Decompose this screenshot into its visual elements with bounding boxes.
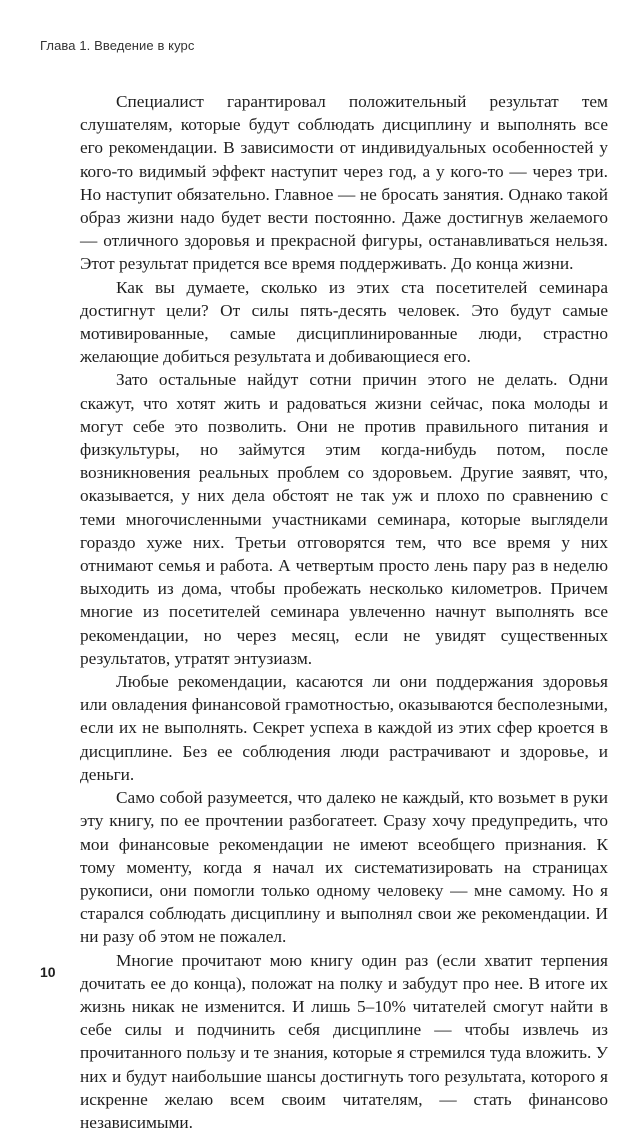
body-text	[80, 90, 608, 1134]
paragraph: Как вы думаете, сколько из этих ста посетителей семинара достигнут цели? От силы пять-десять человек. Это будут самые мотивированные, самые дисциплинированные люди, страстно желающие добиться результата и добивающиеся его.	[80, 277, 608, 367]
paragraph: Зато остальные найдут сотни причин этого не делать. Одни скажут, что хотят жить и радоваться жизни сейчас, пока молоды и могут себе это позволить. Они не против правильного питания и физкультуры, но займутся этим когда-нибудь потом, после возникновения реальных проблем со здоровьем. Другие заявят, что, оказывается, у них дела обстоят не так уж и плохо по сравнению с теми многочисленными участниками семинара, которые выглядели гораздо хуже них. Третьи отговорятся тем, что все время у них отнимают семья и работа. А четвертым просто лень пару раз в неделю выходить из дома, чтобы пробежать несколько километров. Причем многие из посетителей семинара увлеченно начнут выполнять все рекомендации, но через месяц, если не увидят существенных результатов, утратят энтузиазм.	[80, 370, 608, 668]
paragraph: Специалист гарантировал положительный результат тем слушателям, которые будут соблюдать дисциплину и выполнять все его рекомендации. В зависимости от индивидуальных особенностей у кого-то видимый эффект наступит через год, а у кого-то — через три. Но наступит обязательно. Главное — не бросать занятия. Однако такой образ жизни надо будет вести постоянно. Даже достигнув желаемого — отличного здоровья и прекрасной фигуры, останавливаться нельзя. Этот результат придется все время поддерживать. До конца жизни.	[80, 92, 608, 274]
paragraph: Любые рекомендации, касаются ли они поддержания здоровья или овладения финансовой грамотностью, оказываются бесполезными, если их не выполнять. Секрет успеха в каждой из этих сфер кроется в дисциплине. Без ее соблюдения люди растрачивают и здоровье, и деньги.	[80, 672, 608, 784]
paragraph: Само собой разумеется, что далеко не каждый, кто возьмет в руки эту книгу, по ее прочтении разбогатеет. Сразу хочу предупредить, что мои финансовые рекомендации не имеют всеобщего признания. К тому моменту, когда я начал их систематизировать на страницах рукописи, они помогли только одному человеку — мне самому. Но я старался соблюдать дисциплину и выполнял свои же рекомендации. И ни разу об этом не пожалел.	[80, 788, 608, 947]
paragraph: Многие прочитают мою книгу один раз (если хватит терпения дочитать ее до конца), положат на полку и забудут про нее. В итоге их жизнь никак не изменится. И лишь 5–10% читателей смогут найти в себе силы и подчинить себя дисциплине — чтобы извлечь из прочитанного пользу и те знания, которые я стремился туда вложить. У них и будут наибольшие шансы достигнуть того результата, которого я искренне желаю всем своим читателям, — стать финансово независимыми.	[80, 950, 608, 1132]
page-number: 10	[40, 964, 56, 980]
running-head: Глава 1. Введение в курс	[40, 38, 195, 53]
